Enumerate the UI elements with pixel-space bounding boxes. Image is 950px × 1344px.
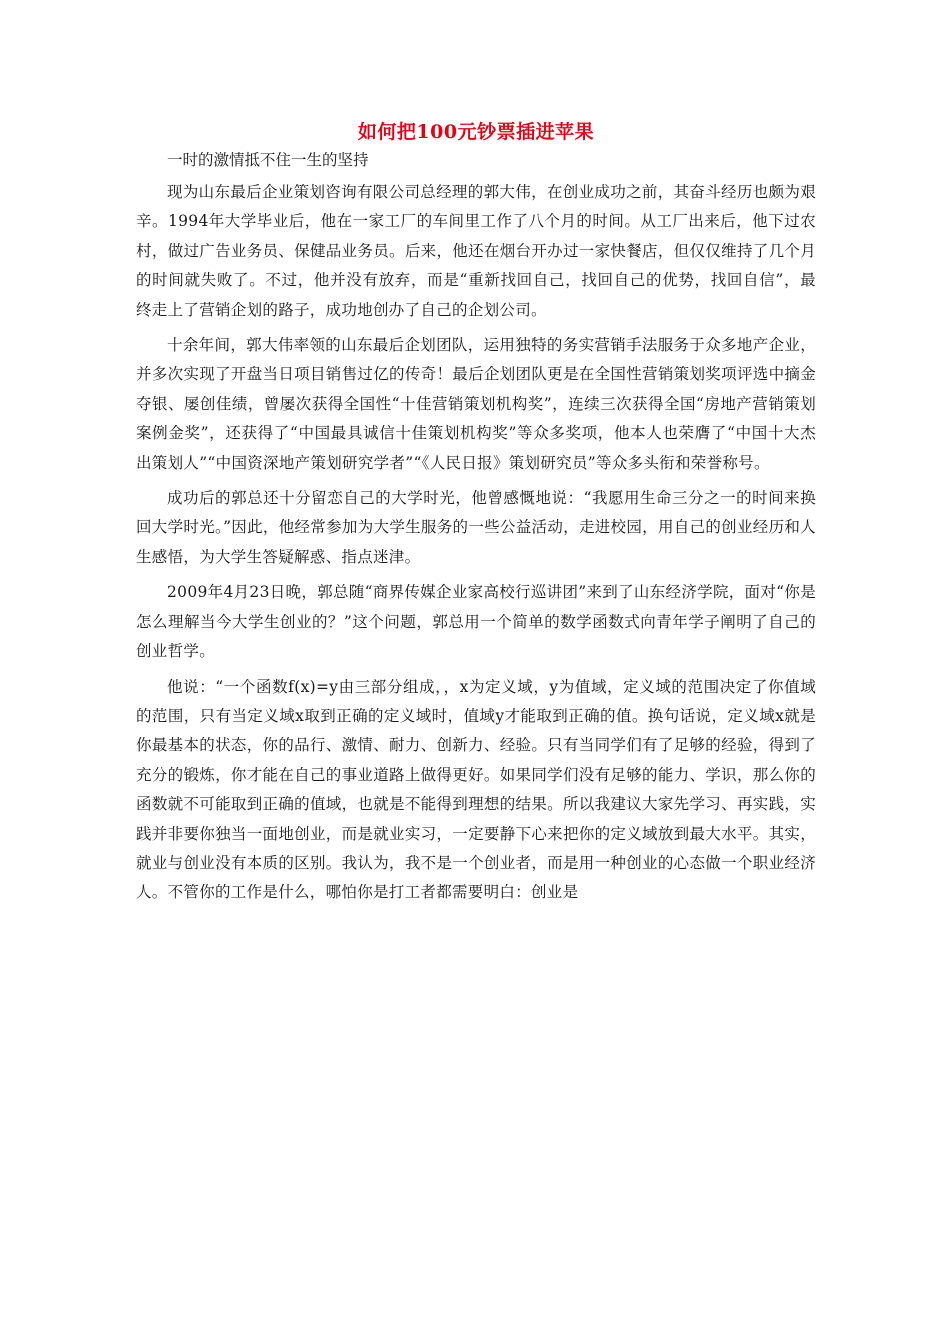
document-subtitle: 一时的激情抵不住一生的坚持 — [167, 151, 369, 169]
paragraph-1: 现为山东最后企业策划咨询有限公司总经理的郭大伟，在创业成功之前，其奋斗经历也颇为艰辛。1994年大学毕业后，他在一家工厂的车间里工作了八个月的时间。从工厂出来后，他下过农村，做过广告业务员、保健品业务员。后来，他还在烟台开办过一家快餐店，但仅仅维持了几个月的时间就失败了。不过，他并没有放弃，而是“重新找回自己，找回自己的优势，找回自信”，最终走上了营销企划的路子，成功地创办了自己的企划公司。 — [136, 183, 816, 319]
document-title: 如何把100元钞票插进苹果 — [357, 121, 595, 143]
paragraph-4: 2009年4月23日晚，郭总随“商界传媒企业家高校行巡讲团”来到了山东经济学院，面对“你是怎么理解当今大学生创业的？”这个问题，郭总用一个简单的数学函数式向青年学子阐明了自己的创业哲学。 — [136, 583, 816, 661]
paragraph-3: 成功后的郭总还十分留恋自己的大学时光，他曾感慨地说：“我愿用生命三分之一的时间来换回大学时光。”因此，他经常参加为大学生服务的一些公益活动，走进校园，用自己的创业经历和人生感悟，为大学生答疑解惑、指点迷津。 — [136, 489, 816, 566]
paragraph-5: 他说：“一个函数f(x)=y由三部分组成，，x为定义域，y为值域，定义域的范围决定了你值域的范围，只有当定义域x取到正确的定义域时，值域y才能取到正确的值。换句话说，定义域x就是你最基本的状态，你的品行、激情、耐力、创新力、经验。只有当同学们有了足够的经验，得到了充分的锻炼，你才能在自己的事业道路上做得更好。如果同学们没有足够的能力、学识，那么你的函数就不可能取到正确的值域，也就是不能得到理想的结果。所以我建议大家先学习、再实践，实践并非要你独当一面地创业，而是就业实习，一定要静下心来把你的定义域放到最大水平。其实，就业与创业没有本质的区别。我认为，我不是一个创业者，而是用一种创业的心态做一个职业经济人。不管你的工作是什么，哪怕你是打工者都需要明白：创业是 — [136, 677, 816, 902]
paragraph-2: 十余年间，郭大伟率领的山东最后企划团队，运用独特的务实营销手法服务于众多地产企业，并多次实现了开盘当日项目销售过亿的传奇！最后企划团队更是在全国性营销策划奖项评选中摘金夺银、屡创佳绩，曾屡次获得全国性“十佳营销策划机构奖”，连续三次获得全国“房地产营销策划案例金奖”，还获得了“中国最具诚信十佳策划机构奖”等众多奖项，他本人也荣膺了“中国十大杰出策划人”“中国资深地产策划研究学者”“《人民日报》策划研究员”等众多头衔和荣誉称号。 — [136, 336, 816, 472]
document-page — [136, 118, 816, 908]
